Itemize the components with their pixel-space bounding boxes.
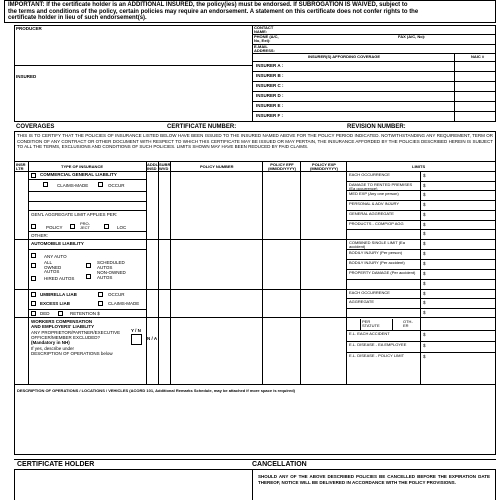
limit-dollar-sign: $ [423,271,426,276]
certificate-holder-label: CERTIFICATE HOLDER [17,461,95,468]
umbrella-claims-made-label: CLAIMS-MADE [108,301,140,306]
header-addl-insd: ADDL INSD [147,162,159,171]
hired-label: HIRED AUTOS [44,276,75,281]
auto-liability-title: AUTOMOBILE LIABILITY [31,241,84,246]
umbrella-label: UMBRELLA LIAB [40,292,77,297]
retention-checkbox[interactable] [58,311,63,316]
officer-excluded-label: OFFICER/MEMBER EXCLUDED? [31,335,101,340]
any-auto-checkbox[interactable] [31,253,36,258]
description-label: DESCRIPTION OF OPERATIONS / LOCATIONS / VEHICLES (ACORD 101, Additional Remarks Schedule, may be attached if more space is required) [17,388,295,393]
limit-dollar-sign: $ [423,192,426,198]
any-proprietor-label: ANY PROPRIETOR/PARTNER/EXECUTIVE [31,330,121,335]
contact-name-label: CONTACT NAME: [254,25,274,34]
insurer-row-divider [252,101,496,102]
limit-dollar-sign: $ [423,211,426,217]
limit-label: MED EXP (Any one person) [349,191,399,197]
header-type: TYPE OF INSURANCE [61,164,104,169]
umbrella-occur-checkbox[interactable] [98,292,103,297]
mandatory-nh-label: (Mandatory in NH) [31,340,70,345]
employers-liability-title: AND EMPLOYERS' LIABILITY [31,324,95,329]
occur-label: OCCUR [108,183,125,188]
scheduled-checkbox[interactable] [86,263,91,268]
project-label: PRO-JECT [80,221,90,230]
description-ops-below-label: DESCRIPTION OF OPERATIONS below [31,351,113,356]
revision-number-label: REVISION NUMBER: [347,124,406,130]
scheduled-label: SCHEDULED AUTOS [97,260,125,270]
loc-checkbox[interactable] [104,224,109,229]
important-line-1: IMPORTANT: If the certificate holder is an ADDITIONAL INSURED, the policy(ies) must be endorsed. If SUBROGATION IS WAIVED, subject to [8,1,408,8]
limit-divider [346,279,496,280]
certificate-number-label: CERTIFICATE NUMBER: [167,124,237,130]
officer-excluded-box[interactable] [131,334,142,345]
limit-dollar-sign: $ [423,309,426,315]
insurer-row-divider [252,91,496,92]
insurer-label: INSURER F : [256,113,283,118]
limit-label: BODILY INJURY (Per person) [349,250,403,255]
non-owned-checkbox[interactable] [86,274,91,279]
oth-er-label: OTH-ER [403,319,413,328]
general-liability-title: COMMERCIAL GENERAL LIABILITY [40,172,117,177]
limit-label: PERSONAL & ADV INJURY [349,201,400,207]
non-owned-label: NON-OWNED AUTOS [97,270,126,280]
limit-label: E.L. DISEASE - POLICY LIMIT [349,353,405,358]
important-line-3: certificate holder in lieu of such endorsement(s). [8,15,147,21]
fax-label: FAX (A/C, No): [398,34,426,39]
coverages-title: COVERAGES [16,124,55,130]
per-statute-label: PER STATUTE [362,319,380,328]
retention-label: RETENTION $ [70,311,100,316]
producer-label: PRODUCER [16,26,42,31]
limit-dollar-sign: $ [423,251,426,256]
all-owned-checkbox[interactable] [31,263,36,268]
cancellation-text: SHOULD ANY OF THE ABOVE DESCRIBED POLICIES BE CANCELLED BEFORE THE EXPIRATION DATE THEREOF, NOTICE WILL BE DELIVERED IN ACCORDANCE WITH THE POLICY PROVISIONS. [258,474,490,485]
limit-dollar-sign: $ [423,354,426,359]
limit-label: E.L. DISEASE - EA EMPLOYEE [349,342,407,347]
insurer-row-divider [252,81,496,82]
insurer-row-divider [252,111,496,112]
limit-label: COMBINED SINGLE LIMIT (Ea accident) [349,240,405,249]
limit-dollar-sign: $ [423,231,426,237]
workers-yn: Y / N [131,328,141,333]
umbrella-checkbox[interactable] [31,292,36,297]
other-label: OTHER: [31,233,49,238]
limit-label: BODILY INJURY (Per accident) [349,260,405,265]
hired-checkbox[interactable] [31,276,36,281]
header-policy-number: POLICY NUMBER [200,164,234,169]
header-policy-exp: POLICY EXP (MM/DD/YYYY) [310,162,338,171]
cancellation-label: CANCELLATION [252,461,307,468]
excess-checkbox[interactable] [31,301,36,306]
limit-dollar-sign: $ [423,291,426,296]
limit-label: EACH OCCURRENCE [349,290,390,295]
limit-label: DAMAGE TO RENTED PREMISES (Ea occurrence) [349,181,413,191]
workers-comp-title: WORKERS COMPENSATION [31,319,93,324]
email-label: E-MAIL ADDRESS: [254,44,275,53]
policy-label: POLICY [46,225,63,230]
limit-divider [346,220,496,221]
umbrella-occur-label: OCCUR [108,292,125,297]
workers-na: N / A [147,336,158,341]
header-limits: LIMITS [412,164,426,169]
header-insr-ltr: INSR LTR [16,162,26,171]
phone-label: PHONE (A/C, No, Ext): [254,34,279,43]
insurer-label: INSURER B : [256,73,284,78]
limit-dollar-sign: $ [423,343,426,348]
loc-label: LOC [117,225,127,230]
insured-label: INSURED [16,74,37,79]
insurer-label: INSURER C : [256,83,284,88]
header-subr-wvd: SUBR WVD [159,162,171,171]
policy-checkbox[interactable] [31,224,36,229]
aggregate-applies-label: GEN'L AGGREGATE LIMIT APPLIES PER: [31,212,118,217]
limit-divider [346,308,496,309]
limit-dollar-sign: $ [423,261,426,266]
limit-label: AGGREGATE [349,299,375,305]
limit-dollar-sign: $ [423,300,426,306]
limit-dollar-sign: $ [423,182,426,188]
ded-label: DED [40,311,50,316]
all-owned-label: ALL OWNED AUTOS [44,260,62,274]
naic-label: NAIC # [471,54,485,59]
limit-dollar-sign: $ [423,241,426,246]
claims-made-label: CLAIMS-MADE [57,183,89,188]
limit-dollar-sign: $ [423,332,426,337]
limit-label: EACH OCCURRENCE [349,172,390,177]
project-checkbox[interactable] [70,224,75,229]
umbrella-claims-made-checkbox[interactable] [98,301,103,306]
excess-label: EXCESS LIAB [40,301,71,306]
insurer-row-divider [252,71,496,72]
limit-label: PRODUCTS - COMP/OP AGG [349,220,404,226]
limit-label: PROPERTY DAMAGE (Per accident) [349,270,416,275]
general-liability-checkbox[interactable] [31,173,36,178]
important-line-2: the terms and conditions of the policy, certain policies may require an endorsement. A statement on this certificate does not confer rights to the [8,8,419,15]
any-auto-label: ANY AUTO [44,254,67,259]
limit-dollar-sign: $ [423,281,426,286]
coverages-statement: THIS IS TO CERTIFY THAT THE POLICIES OF INSURANCE LISTED BELOW HAVE BEEN ISSUED TO THE INSURED NAMED ABOVE FOR THE POLICY PERIOD INDICATED. NOTWITHSTANDING ANY REQUIREMENT, TERM OR CONDITION OF ANY CONTRACT OR OTHER DOCUMENT WITH RESPECT TO WHICH THIS CERTIFICATE MAY BE ISSUED OR MAY PERTAIN, THE INSURANCE AFFORDED BY THE POLICIES DESCRIBED HEREIN IS SUBJECT TO ALL THE TERMS, EXCLUSIONS AND CONDITIONS OF SUCH POLICIES. LIMITS SHOWN MAY HAVE BEEN REDUCED BY PAID CLAIMS. [17,133,493,150]
ded-checkbox[interactable] [31,311,36,316]
header-policy-eff: POLICY EFF (MM/DD/YYYY) [268,162,296,171]
insurers-affording-label: INSURER(S) AFFORDING COVERAGE [308,54,381,59]
insurer-label: INSURER D : [256,93,284,98]
occur-checkbox[interactable] [98,182,103,187]
insurer-label: INSURER A : [256,63,284,68]
limit-label: E.L. EACH ACCIDENT [349,331,390,336]
limit-dollar-sign: $ [423,173,426,178]
if-yes-label: If yes, describe under [31,346,75,351]
limit-dollar-sign: $ [423,202,426,208]
limit-divider [346,229,496,230]
limit-label: GENERAL AGGREGATE [349,210,394,216]
insurer-label: INSURER E : [256,103,284,108]
claims-made-checkbox[interactable] [43,182,48,187]
limit-dollar-sign: $ [423,221,426,227]
